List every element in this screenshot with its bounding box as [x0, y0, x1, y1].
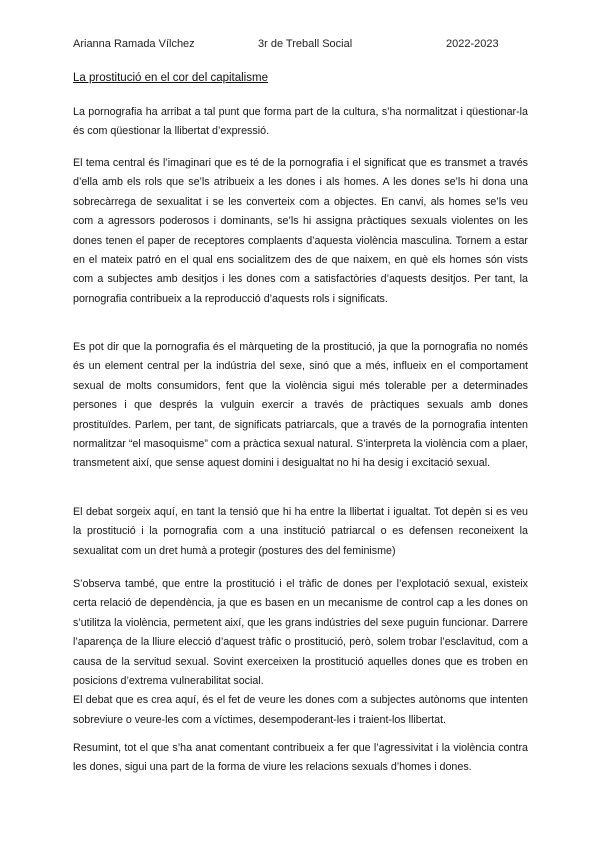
header-course: 3r de Treball Social	[258, 38, 353, 50]
paragraph-4: El debat sorgeix aquí, en tant la tensió que hi ha entre la llibertat i igualtat. Tot depèn si es veu la prostitució i la pornografia com a una institució patriarcal o es defensen reconeixent la sexualitat com un dret humà a protegir (postures des del feminisme)	[73, 506, 528, 557]
header-year: 2022-2023	[446, 38, 499, 50]
header-author: Arianna Ramada Vílchez	[73, 38, 195, 50]
paragraph-6: Resumint, tot el que s’ha anat comentant contribueix a fer que l’agressivitat i la violència contra les dones, sigui una part de la forma de viure les relacions sexuals d’homes i dones.	[73, 742, 528, 774]
paragraph-1: La pornografia ha arribat a tal punt que forma part de la cultura, s’ha normalitzat i qüestionar-la és com qüestionar la llibertat d’expressió.	[73, 106, 528, 138]
paragraph-3: Es pot dir que la pornografia és el màrqueting de la prostitució, ja que la pornografia no només és un element central per la indústria del sexe, sinó que a més, influeix en el comportament sexual de molts consumidors, fent que la violència sigui més tolerable per a determinades persones i que després la vulguin exercir a través de pràctiques sexuals amb dones prostituïdes. Parlem, per tant, de significats patriarcals, que a través de la pornografia intenten normalitzar “el masoquisme” com a pràctica sexual natural. S’interpreta la violència com a plaer, transmetent així, que sense aquest domini i desigualtat no hi ha desig i excitació sexual.	[73, 341, 528, 470]
paragraph-2: El tema central és l’imaginari que es té de la pornografia i el significat que es transmet a través d’ella amb els rols que se’ls atribueix a les dones i als homes. A les dones se’ls hi dona una sobrecàrrega de sexualitat i se les converteix com a objectes. En canvi, als homes se’ls veu com a agressors poderosos i dominants, se’ls hi assigna pràctiques sexuals violentes on les dones tenen el paper de receptores complaents d’aquesta violència masculina. Tornem a estar en el mateix patró en el qual ens socialitzem des de que naixem, en què els homes són vists com a subjectes amb desitjos i les dones com a satisfactòries d’aquests desitjos. Per tant, la pornografia contribueix a la reproducció d’aquests rols i significats.	[73, 157, 528, 305]
document-title: La prostitució en el cor del capitalisme	[73, 72, 268, 84]
paragraph-5: S’observa també, que entre la prostitució i el tràfic de dones per l’explotació sexual, existeix certa relació de dependència, ja que es basen en un mecanisme de control cap a les dones on s’utilitza la violència, permetent així, que les grans indústries del sexe puguin funcionar. Darrere l’aparença de la lliure elecció d’aquest tràfic o prostitució, però, solem trobar l’esclavitud, com a causa de la servitud sexual. Sovint exerceixen la prostitució aquelles dones que es troben en posicions d’extrema vulnerabilitat social. El debat que es crea aquí, és el fet de veure les dones com a subjectes autònoms que intenten sobreviure o veure-les com a víctimes, desempoderant-les i traient-los llibertat.	[73, 578, 528, 726]
